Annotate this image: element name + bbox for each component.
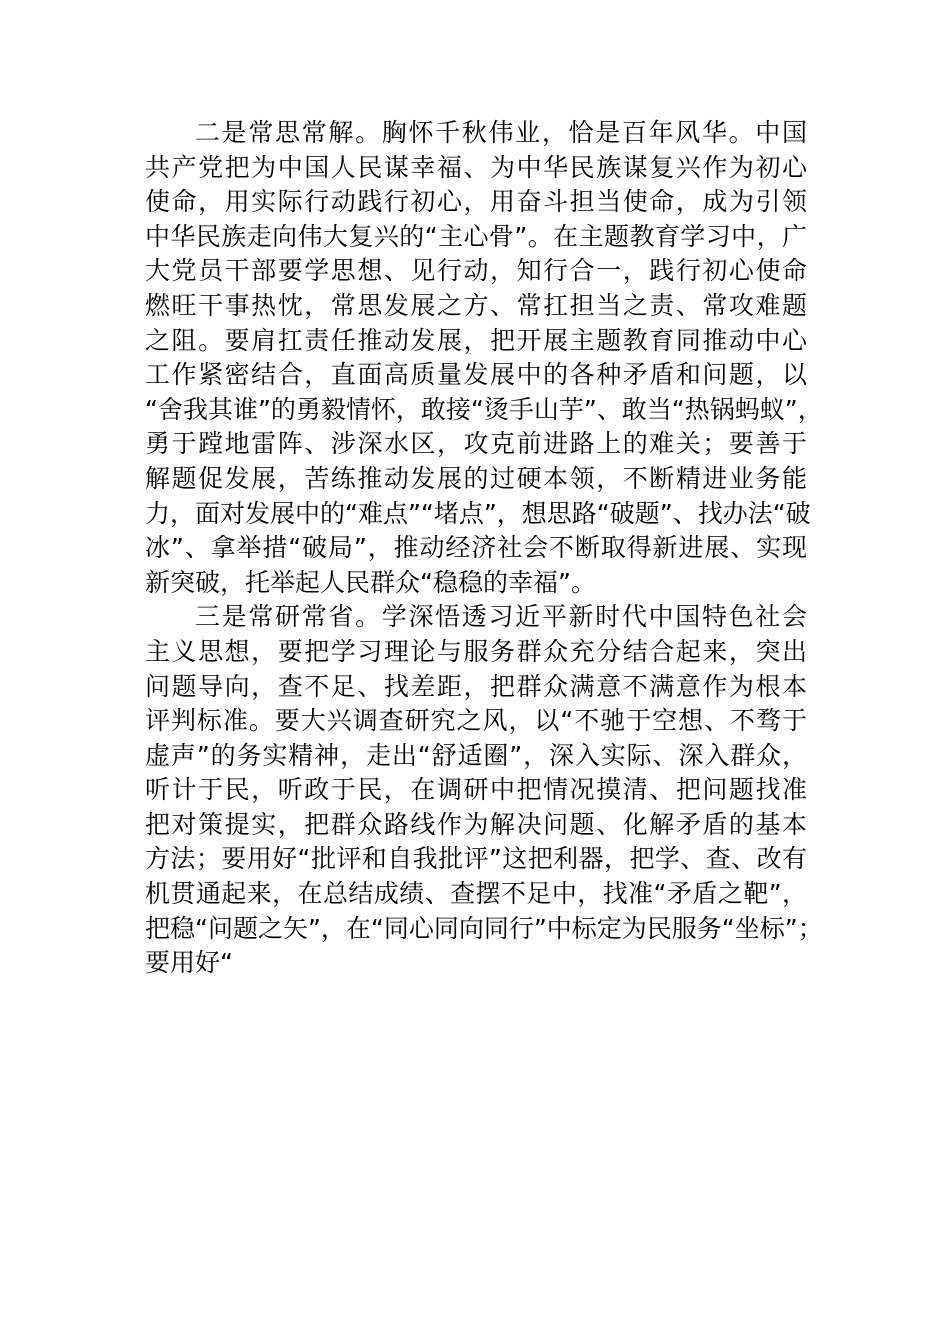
text-line: 听计于民，听政于民，在调研中把情况摸清、把问题找准: [145, 775, 807, 805]
text-line: 三是常研常省。学深悟透习近平新时代中国特色社会: [195, 602, 807, 632]
text-line: “舍我其谁”的勇毅情怀，敢接“烫手山芋”、敢当“热锅蚂蚁”，: [145, 394, 823, 424]
text-line: 大党员干部要学思想、见行动，知行合一，践行初心使命: [145, 256, 807, 286]
text-line: 力，面对发展中的“难点”“堵点”，想思路“破题”、找办法“破: [145, 498, 811, 528]
text-line: 使命，用实际行动践行初心，用奋斗担当使命，成为引领: [145, 187, 807, 217]
text-line: 把稳“问题之矢”，在“同心同向同行”中标定为民服务“坐标”；: [145, 913, 823, 943]
text-line: 问题导向，查不足、找差距，把群众满意不满意作为根本: [145, 671, 807, 701]
text-line: 二是常思常解。胸怀千秋伟业，恰是百年风华。中国: [195, 118, 807, 147]
text-line: 主义思想，要把学习理论与服务群众充分结合起来，突出: [145, 636, 807, 666]
text-line: 把对策提实，把群众路线作为解决问题、化解矛盾的基本: [145, 809, 807, 839]
paragraph-2: [145, 116, 823, 600]
text-line: 要用好“: [145, 948, 233, 978]
text-line: 之阻。要肩扛责任推动发展，把开展主题教育同推动中心: [145, 325, 807, 355]
text-line: 新突破，托举起人民群众“稳稳的幸福”。: [145, 567, 596, 597]
text-line: 共产党把为中国人民谋幸福、为中华民族谋复兴作为初心: [145, 152, 807, 182]
text-line: 评判标准。要大兴调查研究之风，以“不驰于空想、不骛于: [145, 706, 807, 736]
text-line: 中华民族走向伟大复兴的“主心骨”。在主题教育学习中，广: [145, 221, 807, 251]
text-line: 燃旺干事热忱，常思发展之方、常扛担当之责、常攻难题: [145, 290, 807, 320]
text-line: 工作紧密结合，直面高质量发展中的各种矛盾和问题，以: [145, 360, 807, 390]
text-line: 方法；要用好“批评和自我批评”这把利器，把学、查、改有: [145, 844, 807, 874]
text-line: 勇于蹚地雷阵、涉深水区，攻克前进路上的难关；要善于: [145, 429, 807, 459]
text-line: 冰”、拿举措“破局”，推动经济社会不断取得新进展、实现: [145, 533, 807, 563]
text-line: 机贯通起来，在总结成绩、查摆不足中，找准“矛盾之靶”，: [145, 879, 807, 909]
text-line: 解题促发展，苦练推动发展的过硬本领，不断精进业务能: [145, 463, 807, 493]
document-body: [145, 116, 823, 981]
paragraph-3: [145, 600, 823, 981]
text-line: 虚声”的务实精神，走出“舒适圈”，深入实际、深入群众，: [145, 740, 807, 770]
